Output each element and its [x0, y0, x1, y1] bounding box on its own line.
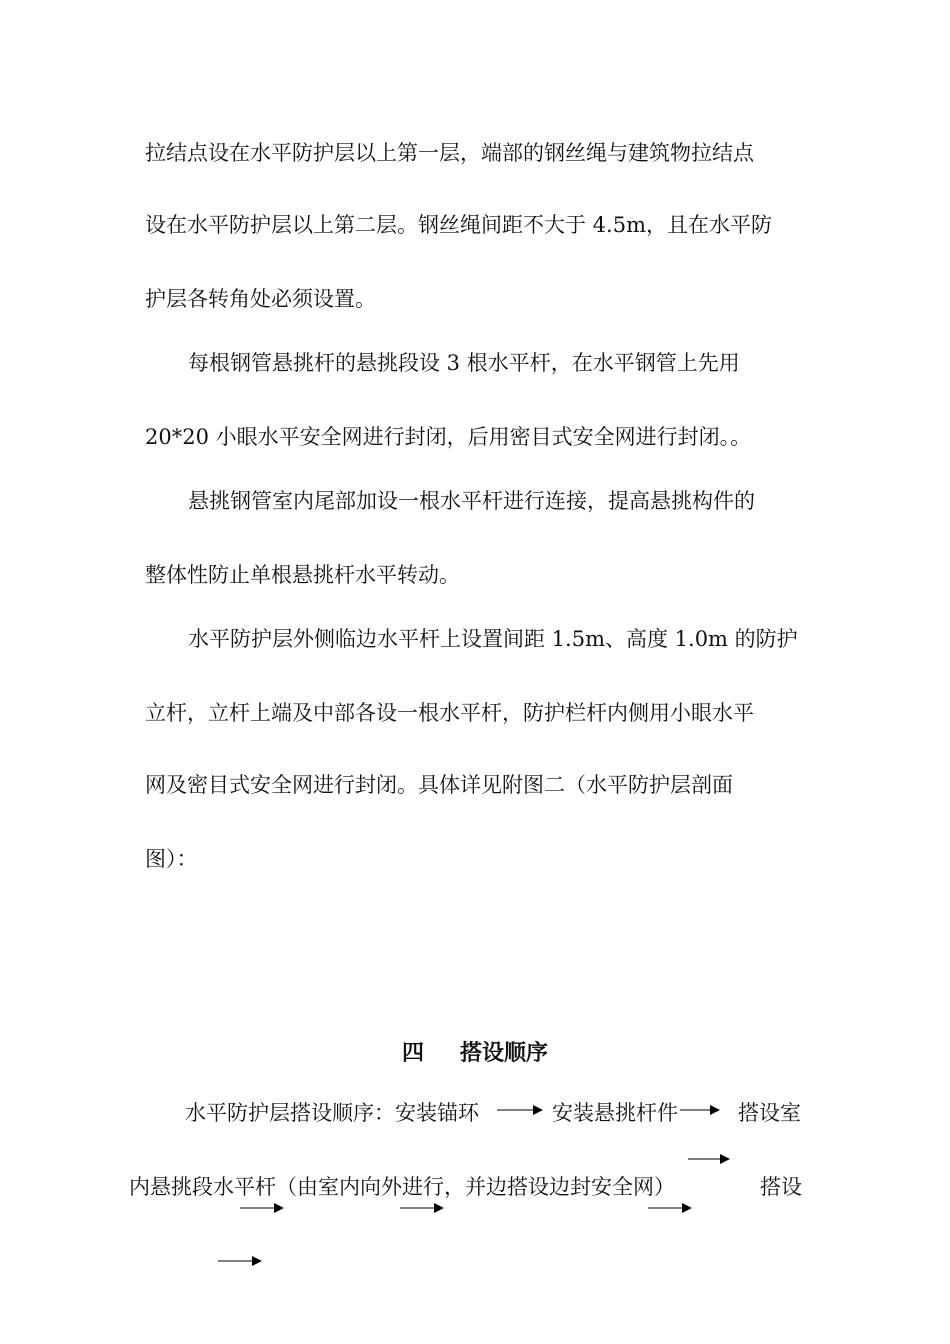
paragraph-4-line-2: 立杆，立杆上端及中部各设一根水平杆，防护栏杆内侧用小眼水平 — [145, 701, 754, 725]
sequence-step-3-part-1: 搭设室 — [738, 1101, 801, 1125]
sequence-step-3-part-2: 内悬挑段水平杆（由室内向外进行，并边搭设边封安全网） — [129, 1175, 675, 1199]
section-number: 四 — [401, 1041, 424, 1066]
paragraph-1-line-2: 设在水平防护层以上第二层。钢丝绳间距不大于 4.5m，且在水平防 — [145, 213, 772, 237]
paragraph-2-line-2: 20*20 小眼水平安全网进行封闭，后用密目式安全网进行封闭。。 — [145, 425, 752, 449]
paragraph-1-line-1: 拉结点设在水平防护层以上第一层，端部的钢丝绳与建筑物拉结点 — [145, 141, 754, 165]
arrow-right-icon — [688, 1153, 730, 1165]
arrow-right-icon — [648, 1202, 692, 1214]
arrow-right-icon — [680, 1104, 720, 1116]
paragraph-3-line-1: 悬挑钢管室内尾部加设一根水平杆进行连接，提高悬挑构件的 — [188, 489, 755, 513]
arrow-right-icon — [497, 1104, 543, 1116]
paragraph-1-line-3: 护层各转角处必须设置。 — [145, 287, 376, 311]
sequence-step-4: 搭设 — [760, 1175, 802, 1199]
paragraph-4-line-1: 水平防护层外侧临边水平杆上设置间距 1.5m、高度 1.0m 的防护 — [188, 627, 798, 651]
sequence-intro-label: 水平防护层搭设顺序： — [185, 1101, 395, 1125]
sequence-intro — [185, 1100, 479, 1126]
arrow-right-icon — [400, 1202, 444, 1214]
sequence-step-2: 安装悬挑杆件 — [552, 1101, 678, 1125]
section-heading — [0, 1036, 950, 1067]
paragraph-4-line-4: 图）： — [145, 847, 198, 871]
section-title: 搭设顺序 — [460, 1041, 549, 1066]
paragraph-4-line-3: 网及密目式安全网进行封闭。具体详见附图二（水平防护层剖面 — [145, 773, 733, 797]
paragraph-3-line-2: 整体性防止单根悬挑杆水平转动。 — [145, 563, 460, 587]
arrow-right-icon — [218, 1255, 262, 1267]
sequence-step-1: 安装锚环 — [395, 1101, 479, 1125]
arrow-right-icon — [240, 1202, 284, 1214]
paragraph-2-line-1: 每根钢管悬挑杆的悬挑段设 3 根水平杆，在水平钢管上先用 — [188, 351, 740, 375]
